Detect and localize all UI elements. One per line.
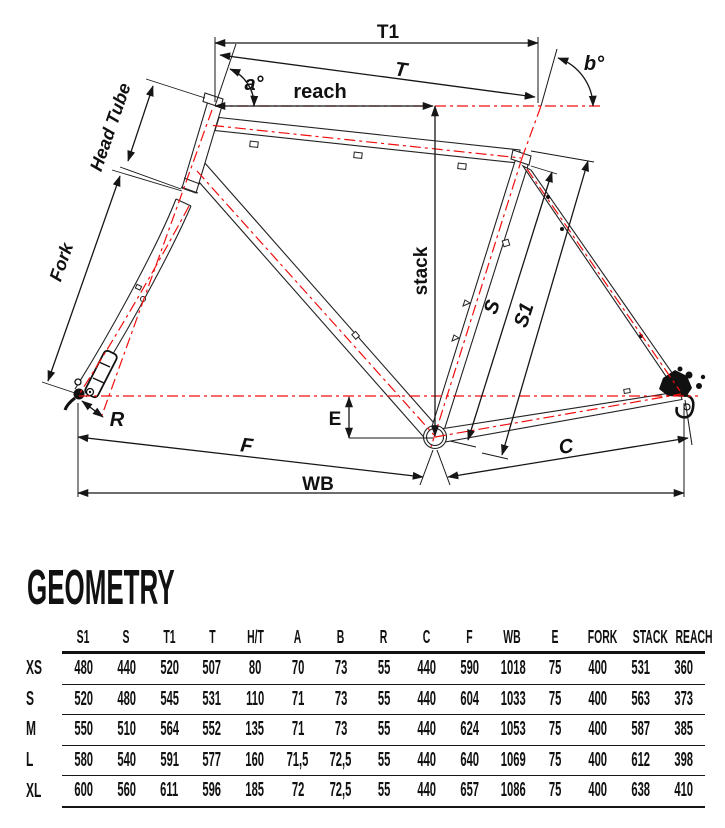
cell-value: 72,5 bbox=[329, 779, 352, 802]
fork-blade-centerline bbox=[80, 206, 189, 393]
cell-value: 640 bbox=[460, 748, 479, 771]
cell-value: 657 bbox=[460, 779, 479, 802]
col-header: R bbox=[379, 627, 388, 647]
cell-value: 612 bbox=[631, 748, 651, 771]
cell-value: 480 bbox=[116, 687, 136, 710]
cell-value: 373 bbox=[674, 687, 694, 710]
cell-value: 440 bbox=[417, 718, 436, 741]
size-label: M bbox=[26, 718, 37, 741]
cell-value: 563 bbox=[631, 687, 651, 710]
ext-bb-right bbox=[437, 450, 450, 485]
cell-value: 55 bbox=[377, 748, 390, 771]
col-header: F bbox=[466, 627, 473, 647]
label-b-angle: b° bbox=[583, 53, 605, 75]
cell-value: 440 bbox=[417, 657, 436, 680]
cell-value: 564 bbox=[159, 718, 179, 741]
dim-head-tube bbox=[128, 86, 153, 161]
cell-value: 638 bbox=[631, 779, 651, 802]
cell-value: 55 bbox=[377, 779, 390, 802]
table-row-xl bbox=[0, 776, 705, 807]
label-t: T bbox=[393, 58, 409, 82]
cell-value: 611 bbox=[160, 779, 179, 802]
cell-value: 73 bbox=[334, 657, 348, 680]
col-header: H/T bbox=[246, 627, 264, 647]
cell-value: 75 bbox=[549, 748, 562, 771]
top-tube bbox=[215, 118, 520, 164]
fork-mount bbox=[135, 284, 141, 290]
cell-value: 531 bbox=[631, 657, 651, 680]
cell-value: 540 bbox=[116, 748, 136, 771]
cell-value: 398 bbox=[674, 748, 694, 771]
ext-head-tube-bottom bbox=[120, 167, 181, 189]
label-s1: S1 bbox=[510, 300, 539, 331]
col-header: T bbox=[208, 627, 216, 647]
cell-value: 580 bbox=[74, 748, 93, 771]
cell-value: 73 bbox=[334, 718, 348, 741]
cell-value: 72,5 bbox=[329, 748, 352, 771]
col-header: E bbox=[551, 627, 559, 647]
label-fork: Fork bbox=[45, 240, 78, 284]
cell-value: 1033 bbox=[500, 687, 526, 710]
geometry-title: GEOMETRY bbox=[27, 561, 175, 615]
label-t1: T1 bbox=[376, 22, 400, 43]
col-header: FORK bbox=[587, 627, 617, 647]
cell-value: 600 bbox=[74, 779, 93, 802]
size-label: S bbox=[26, 687, 35, 710]
cell-value: 55 bbox=[377, 718, 390, 741]
cell-value: 385 bbox=[674, 718, 694, 741]
cable-stop-2 bbox=[354, 152, 363, 158]
ext-fork-top bbox=[112, 170, 182, 191]
cell-value: 71 bbox=[291, 718, 305, 741]
front-dropout-assembly bbox=[65, 349, 118, 410]
cell-value: 400 bbox=[588, 687, 608, 710]
label-a-angle: a° bbox=[244, 73, 264, 95]
hanger-hole bbox=[684, 404, 690, 410]
ext-head-tube-top bbox=[146, 79, 205, 98]
cell-value: 71,5 bbox=[286, 748, 309, 771]
label-wb: WB bbox=[302, 474, 334, 495]
cell-value: 1053 bbox=[500, 718, 526, 741]
table-header-row bbox=[0, 618, 705, 653]
label-f: F bbox=[239, 434, 255, 458]
cell-value: 624 bbox=[460, 718, 479, 741]
cell-value: 591 bbox=[159, 748, 179, 771]
headset-top-cap bbox=[203, 93, 223, 108]
bike-frame-outline bbox=[75, 93, 684, 449]
cell-value: 400 bbox=[588, 657, 608, 680]
cell-value: 75 bbox=[549, 718, 562, 741]
front-axle bbox=[74, 389, 85, 400]
cell-value: 1069 bbox=[500, 748, 526, 771]
cell-value: 70 bbox=[291, 657, 305, 680]
cell-value: 440 bbox=[417, 779, 436, 802]
cell-value: 507 bbox=[202, 657, 222, 680]
cell-value: 560 bbox=[116, 779, 136, 802]
cell-value: 73 bbox=[334, 687, 348, 710]
ext-s1-top bbox=[531, 151, 594, 162]
dim-t bbox=[220, 55, 535, 97]
size-label: XS bbox=[26, 656, 43, 679]
cell-value: 480 bbox=[74, 657, 93, 680]
cell-value: 545 bbox=[159, 687, 179, 710]
cell-value: 510 bbox=[116, 718, 136, 741]
cell-value: 1018 bbox=[500, 657, 526, 680]
cell-value: 531 bbox=[202, 687, 222, 710]
label-head-tube: Head Tube bbox=[85, 80, 135, 174]
cell-value: 400 bbox=[588, 779, 608, 802]
ext-bb-left bbox=[420, 450, 433, 485]
cell-value: 75 bbox=[549, 687, 562, 710]
table-row-m bbox=[0, 715, 705, 746]
seat-tube bbox=[429, 158, 529, 440]
ext-s-top bbox=[531, 166, 557, 174]
cell-value: 596 bbox=[202, 779, 222, 802]
chainstay-mount bbox=[624, 389, 631, 394]
qr-lever bbox=[65, 398, 75, 410]
cell-value: 587 bbox=[631, 718, 651, 741]
cell-value: 440 bbox=[417, 748, 436, 771]
bottle-boss-2 bbox=[452, 335, 459, 341]
cell-value: 55 bbox=[377, 657, 390, 680]
cell-value: 520 bbox=[159, 657, 179, 680]
size-label: XL bbox=[26, 779, 42, 802]
cell-value: 71 bbox=[291, 687, 305, 710]
label-c: C bbox=[557, 435, 575, 460]
seat-axis-extension-red bbox=[522, 106, 541, 158]
ext-fork-bottom bbox=[42, 382, 75, 393]
cell-value: 185 bbox=[245, 779, 265, 802]
cell-value: 110 bbox=[245, 687, 265, 710]
table-row-l bbox=[0, 745, 705, 776]
cell-value: 72 bbox=[291, 779, 305, 802]
cell-value: 552 bbox=[202, 718, 222, 741]
fork-eyelet bbox=[75, 379, 81, 385]
cell-value: 1086 bbox=[500, 779, 526, 802]
label-r: R bbox=[109, 409, 125, 431]
cell-value: 604 bbox=[460, 687, 479, 710]
cell-value: 577 bbox=[202, 748, 222, 771]
label-stack: stack bbox=[411, 246, 432, 296]
cell-value: 135 bbox=[245, 718, 265, 741]
col-header: C bbox=[422, 627, 431, 647]
ext-s-bottom bbox=[450, 441, 476, 447]
cable-stop-3 bbox=[458, 163, 467, 169]
section-title-wrap bbox=[27, 561, 306, 615]
head-axis-extension bbox=[215, 44, 236, 106]
dim-r bbox=[82, 401, 103, 417]
seat-axis-extension bbox=[541, 49, 557, 106]
size-label: L bbox=[26, 748, 34, 771]
table-row-s bbox=[0, 684, 705, 715]
cell-value: 75 bbox=[549, 657, 562, 680]
geometry-table bbox=[0, 618, 714, 808]
cable-stop-1 bbox=[250, 141, 259, 147]
cell-value: 75 bbox=[549, 779, 562, 802]
col-header: B bbox=[337, 627, 345, 647]
col-header: STACK bbox=[632, 627, 668, 647]
cell-value: 80 bbox=[248, 657, 262, 680]
cell-value: 55 bbox=[377, 687, 390, 710]
col-header: WB bbox=[503, 627, 522, 647]
label-e: E bbox=[328, 409, 342, 430]
cell-value: 440 bbox=[116, 657, 136, 680]
label-reach: reach bbox=[293, 81, 347, 103]
cell-value: 410 bbox=[674, 779, 694, 802]
ext-s1-bottom bbox=[482, 453, 508, 459]
cell-value: 160 bbox=[245, 748, 265, 771]
seat-tube-boss bbox=[502, 239, 509, 246]
col-header: REACH bbox=[675, 627, 714, 647]
col-header: T1 bbox=[163, 627, 176, 647]
cell-value: 590 bbox=[460, 657, 479, 680]
col-header: A bbox=[294, 627, 302, 647]
col-header: S1 bbox=[77, 627, 90, 647]
cell-value: 550 bbox=[74, 718, 93, 741]
table-row-xs bbox=[0, 653, 705, 685]
col-header: S bbox=[122, 627, 130, 647]
cell-value: 520 bbox=[74, 687, 93, 710]
cell-value: 360 bbox=[674, 657, 694, 680]
bottle-boss-1 bbox=[463, 300, 470, 306]
cell-value: 400 bbox=[588, 748, 608, 771]
label-s: S bbox=[479, 297, 505, 317]
cell-value: 440 bbox=[417, 687, 436, 710]
fork-blade-front bbox=[75, 199, 176, 389]
cell-value: 400 bbox=[588, 718, 608, 741]
chain-stay bbox=[434, 392, 682, 445]
